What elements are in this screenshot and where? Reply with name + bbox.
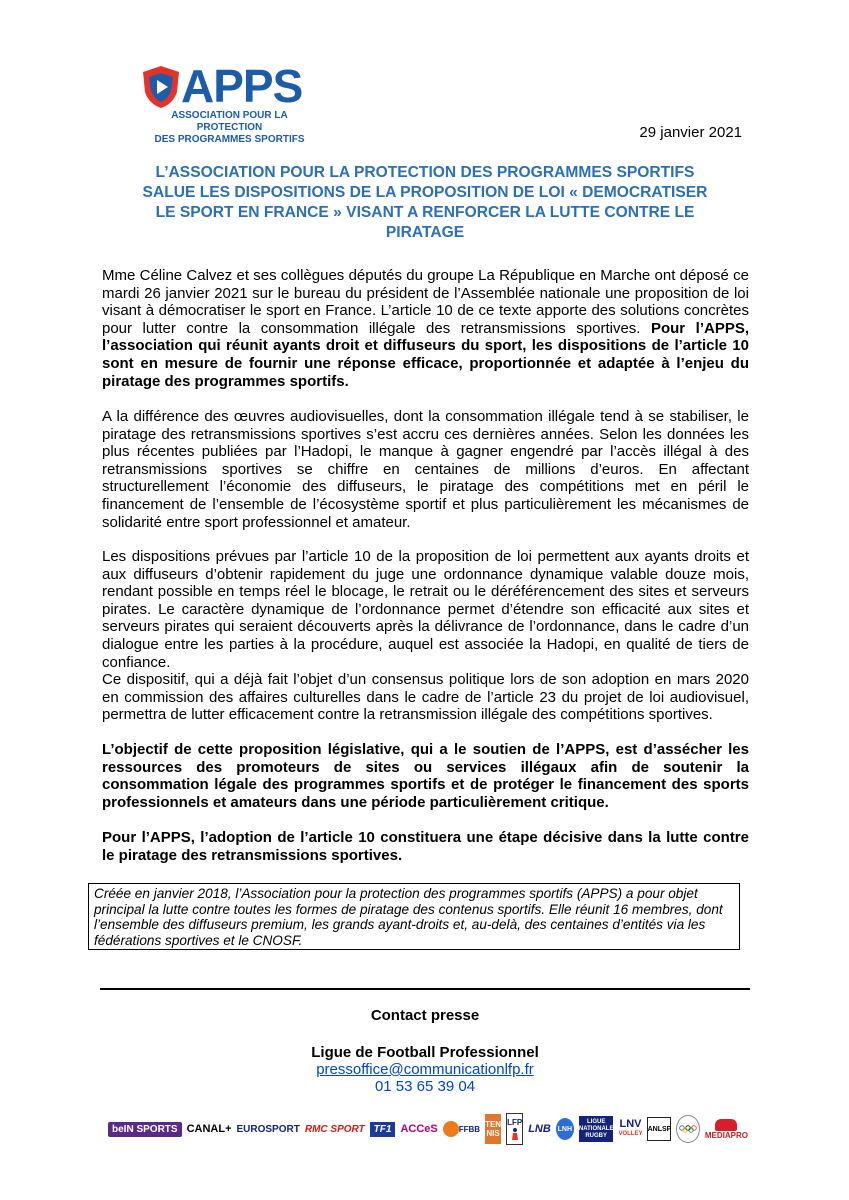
rugby-label: RUGBY (585, 1132, 608, 1139)
ffr-tennis-logo (485, 1114, 501, 1144)
mediapro-mark-icon (715, 1119, 737, 1131)
contact-email-link[interactable]: pressoffice@communicationlfp.fr (316, 1061, 534, 1078)
logo-tagline-line: ASSOCIATION POUR LA PROTECTION (171, 110, 288, 133)
rugby-label: NATIONALE (578, 1125, 614, 1132)
press-title (100, 163, 750, 243)
paragraph-bold-text: Pour l’APPS, l’adoption de l’article 10 constituera une étape décisive dans la lutte contre le piratage des retransmissions sportives. (102, 829, 749, 864)
play-shield-icon (140, 64, 182, 110)
apps-logo (140, 60, 320, 145)
logo-tagline-line: DES PROGRAMMES SPORTIFS (154, 134, 305, 145)
acces-logo: ACCeS (400, 1123, 438, 1135)
tennis-label: NIS (486, 1129, 500, 1138)
logo-wordmark: APPS (181, 60, 303, 112)
lnh-logo: LNH (556, 1118, 574, 1140)
partner-logos (108, 1108, 748, 1150)
mediapro-logo (705, 1119, 748, 1140)
lnv-label: LNV (619, 1118, 642, 1130)
release-date: 29 janvier 2021 (639, 124, 742, 141)
rmc-sport-logo: RMC SPORT (304, 1123, 365, 1135)
contact-heading: Contact presse (370, 1007, 480, 1024)
tennis-label: TEN (485, 1120, 502, 1129)
eurosport-logo: EUROSPORT (236, 1123, 300, 1135)
olympic-rings-icon (679, 1125, 697, 1133)
paragraph-text: A la différence des œuvres audiovisuelles, dont la consommation illégale tend à se stabiliser, le piratage des retransmissions sportives s’est accru ces dernières années. Selon les données les plus récentes publiées par l’Hadopi, le manque à gagner engendré par l’accès illégal à des retransmissions sportives se chiffre en centaines de millions d’euros. En affectant structurellement l’économie des diffuseurs, le piratage des compétitions met en péril le financement de l’ensemble de l’écosystème sportif et plus particulièrement les mécanismes de solidarité entre sport professionnel et amateur. (102, 408, 749, 531)
title-line: LE SPORT EN FRANCE » VISANT A RENFORCER LA LUTTE CONTRE LE (155, 204, 695, 221)
basketball-icon (443, 1121, 459, 1137)
paragraph-intro (102, 267, 749, 390)
football-player-icon (510, 1127, 520, 1141)
paragraph-objective (102, 741, 749, 811)
bein-sports-logo: beIN SPORTS (108, 1122, 182, 1137)
rugby-league-logo (579, 1116, 614, 1142)
paragraph-bold-text: Pour l’APPS, l’association qui réunit ayants droit et diffuseurs du sport, les dispositions de l’article 10 sont en mesure de fournir une réponse efficace, proportionnée et adaptée à l’enjeu du piratage des programmes sportifs. (102, 319, 749, 390)
contact-organization: Ligue de Football Professionnel (311, 1044, 539, 1061)
logo-tagline (142, 110, 317, 146)
cnosf-seal (676, 1115, 699, 1143)
paragraph-provisions (102, 548, 749, 671)
ffbb-label: FFBB (458, 1124, 481, 1134)
lfp-logo (506, 1113, 523, 1145)
paragraph-text: Mme Céline Calvez et ses collègues députés du groupe La République en Marche ont déposé ce mardi 26 janvier 2021 sur le bureau du président de l’Assemblée nationale une proposition de loi visant à démocratiser le sport en France. L’article 10 de ce texte apporte des solutions concrètes pour lutter contre la consommation illégale des retransmissions sportives. (102, 267, 749, 337)
rugby-label: LIGUE (587, 1118, 606, 1125)
anlsp-logo: ANLSP (647, 1117, 671, 1141)
tf1-logo: TF1 (370, 1122, 396, 1137)
paragraph-conclusion (102, 829, 749, 864)
paragraph-text: Ce dispositif, qui a déjà fait l’objet d’un consensus politique lors de son adoption en mars 2020 en commission des affaires culturelles dans le cadre de l’article 23 du projet de loi audiovisuel, permettra de lutter efficacement contre la retransmission illégale des compétitions sportives. (102, 671, 749, 724)
title-line: L’ASSOCIATION POUR LA PROTECTION DES PROGRAMMES SPORTIFS (155, 164, 695, 181)
paragraph-consensus (102, 671, 749, 724)
paragraph-text: Les dispositions prévues par l’article 10 de la proposition de loi permettent aux ayants droits et aux diffuseurs d’obtenir rapidement du juge une ordonnance dynamique valable douze mois, rendant possible en temps réel le blocage, le retrait ou le déréférencement des sites et serveurs pirates. Le caractère dynamique de l’ordonnance permet d’étendre son efficacité aux sites et serveurs pirates qui seraient découverts après la délivrance de l’ordonnance, dans le cadre d’un dialogue entre les parties à la procédure, auquel est associée la Hadopi, en qualité de tiers de confiance. (102, 548, 749, 671)
title-line: SALUE LES DISPOSITIONS DE LA PROPOSITION DE LOI « DEMOCRATISER (142, 184, 708, 201)
lfp-label: LFP (507, 1117, 523, 1127)
about-apps-box: Créée en janvier 2018, l’Association pour la protection des programmes sportifs (APPS) a pour objet principal la lutte contre toutes les formes de piratage des contenus sportifs. Elle réunit 16 membres, dont l’ensemble des diffuseurs premium, les grands ayant-droits et, au-delà, des centaines d’entités via les fédérations sportives et le CNOSF. (88, 883, 740, 950)
lnv-sublabel: VOLLEY (618, 1131, 643, 1137)
paragraph-context (102, 408, 749, 531)
divider (100, 988, 750, 990)
mediapro-label: MEDIAPRO (704, 1130, 748, 1140)
contact-phone: 01 53 65 39 04 (374, 1078, 476, 1095)
lnb-logo: LNB (528, 1123, 551, 1135)
paragraph-bold-text: L’objectif de cette proposition législative, qui a le soutien de l’APPS, est d’assécher les ressources des promoteurs de sites ou services illégaux afin de soutenir la consommation légale des programmes sportifs et de protéger le financement des sports professionnels et amateurs dans une période particulièrement critique. (102, 741, 749, 811)
ffbb-logo (443, 1121, 480, 1137)
title-line: PIRATAGE (385, 224, 465, 241)
lnv-volley-logo (618, 1119, 642, 1139)
canal-plus-logo: CANAL+ (186, 1123, 232, 1135)
